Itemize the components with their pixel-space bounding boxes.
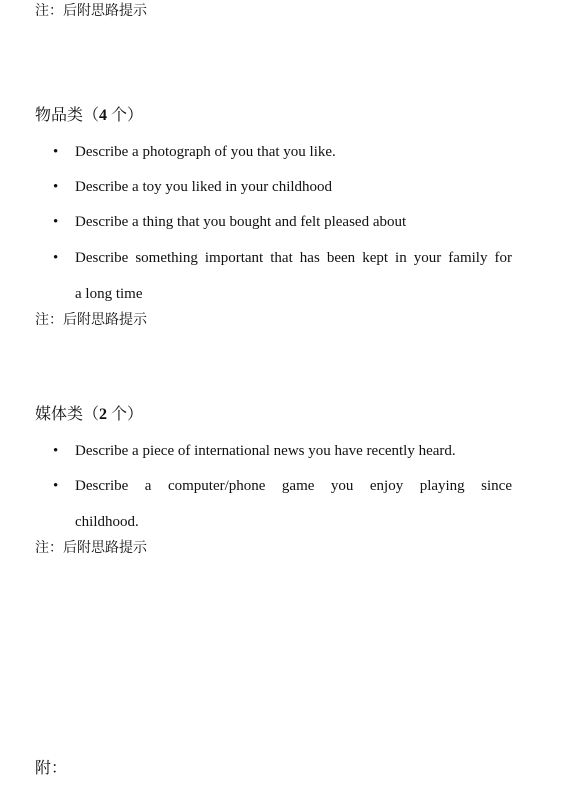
bullet-icon: • <box>53 478 59 494</box>
bullet-icon: • <box>53 250 59 266</box>
section-heading-media-title-end: 个） <box>107 406 144 423</box>
list-item: Describe a photograph of you that you like. <box>75 144 336 160</box>
bullet-icon: • <box>53 443 59 459</box>
list-item: Describe a piece of international news you have recently heard. <box>75 443 456 459</box>
bullet-icon: • <box>53 214 59 230</box>
section-heading-media-title: 媒体类（ <box>35 406 100 423</box>
section-note-media: 注：后附思路提示 <box>35 541 147 556</box>
list-item: Describe a toy you liked in your childhood <box>75 179 333 195</box>
appendix-label: 附： <box>35 760 68 777</box>
list-item-continuation: childhood. <box>75 514 139 530</box>
list-item: Describe something important that has been kept in your family for <box>75 250 512 266</box>
section-note-items: 注：后附思路提示 <box>35 313 147 328</box>
list-item: Describe a computer/phone game you enjoy playing since <box>75 478 512 494</box>
bullet-icon: • <box>53 179 59 195</box>
section-heading-items-title: 物品类（ <box>35 107 100 124</box>
bullet-icon: • <box>53 144 59 160</box>
top-note: 注：后附思路提示 <box>35 4 147 19</box>
section-heading-items-count: 4 <box>99 107 108 124</box>
section-heading-media <box>35 405 143 425</box>
section-heading-media-count: 2 <box>99 406 108 423</box>
list-item: Describe a thing that you bought and felt pleased about <box>75 214 407 230</box>
section-heading-items-title-end: 个） <box>107 107 144 124</box>
section-heading-items <box>35 106 143 126</box>
list-item-continuation: a long time <box>75 286 143 302</box>
